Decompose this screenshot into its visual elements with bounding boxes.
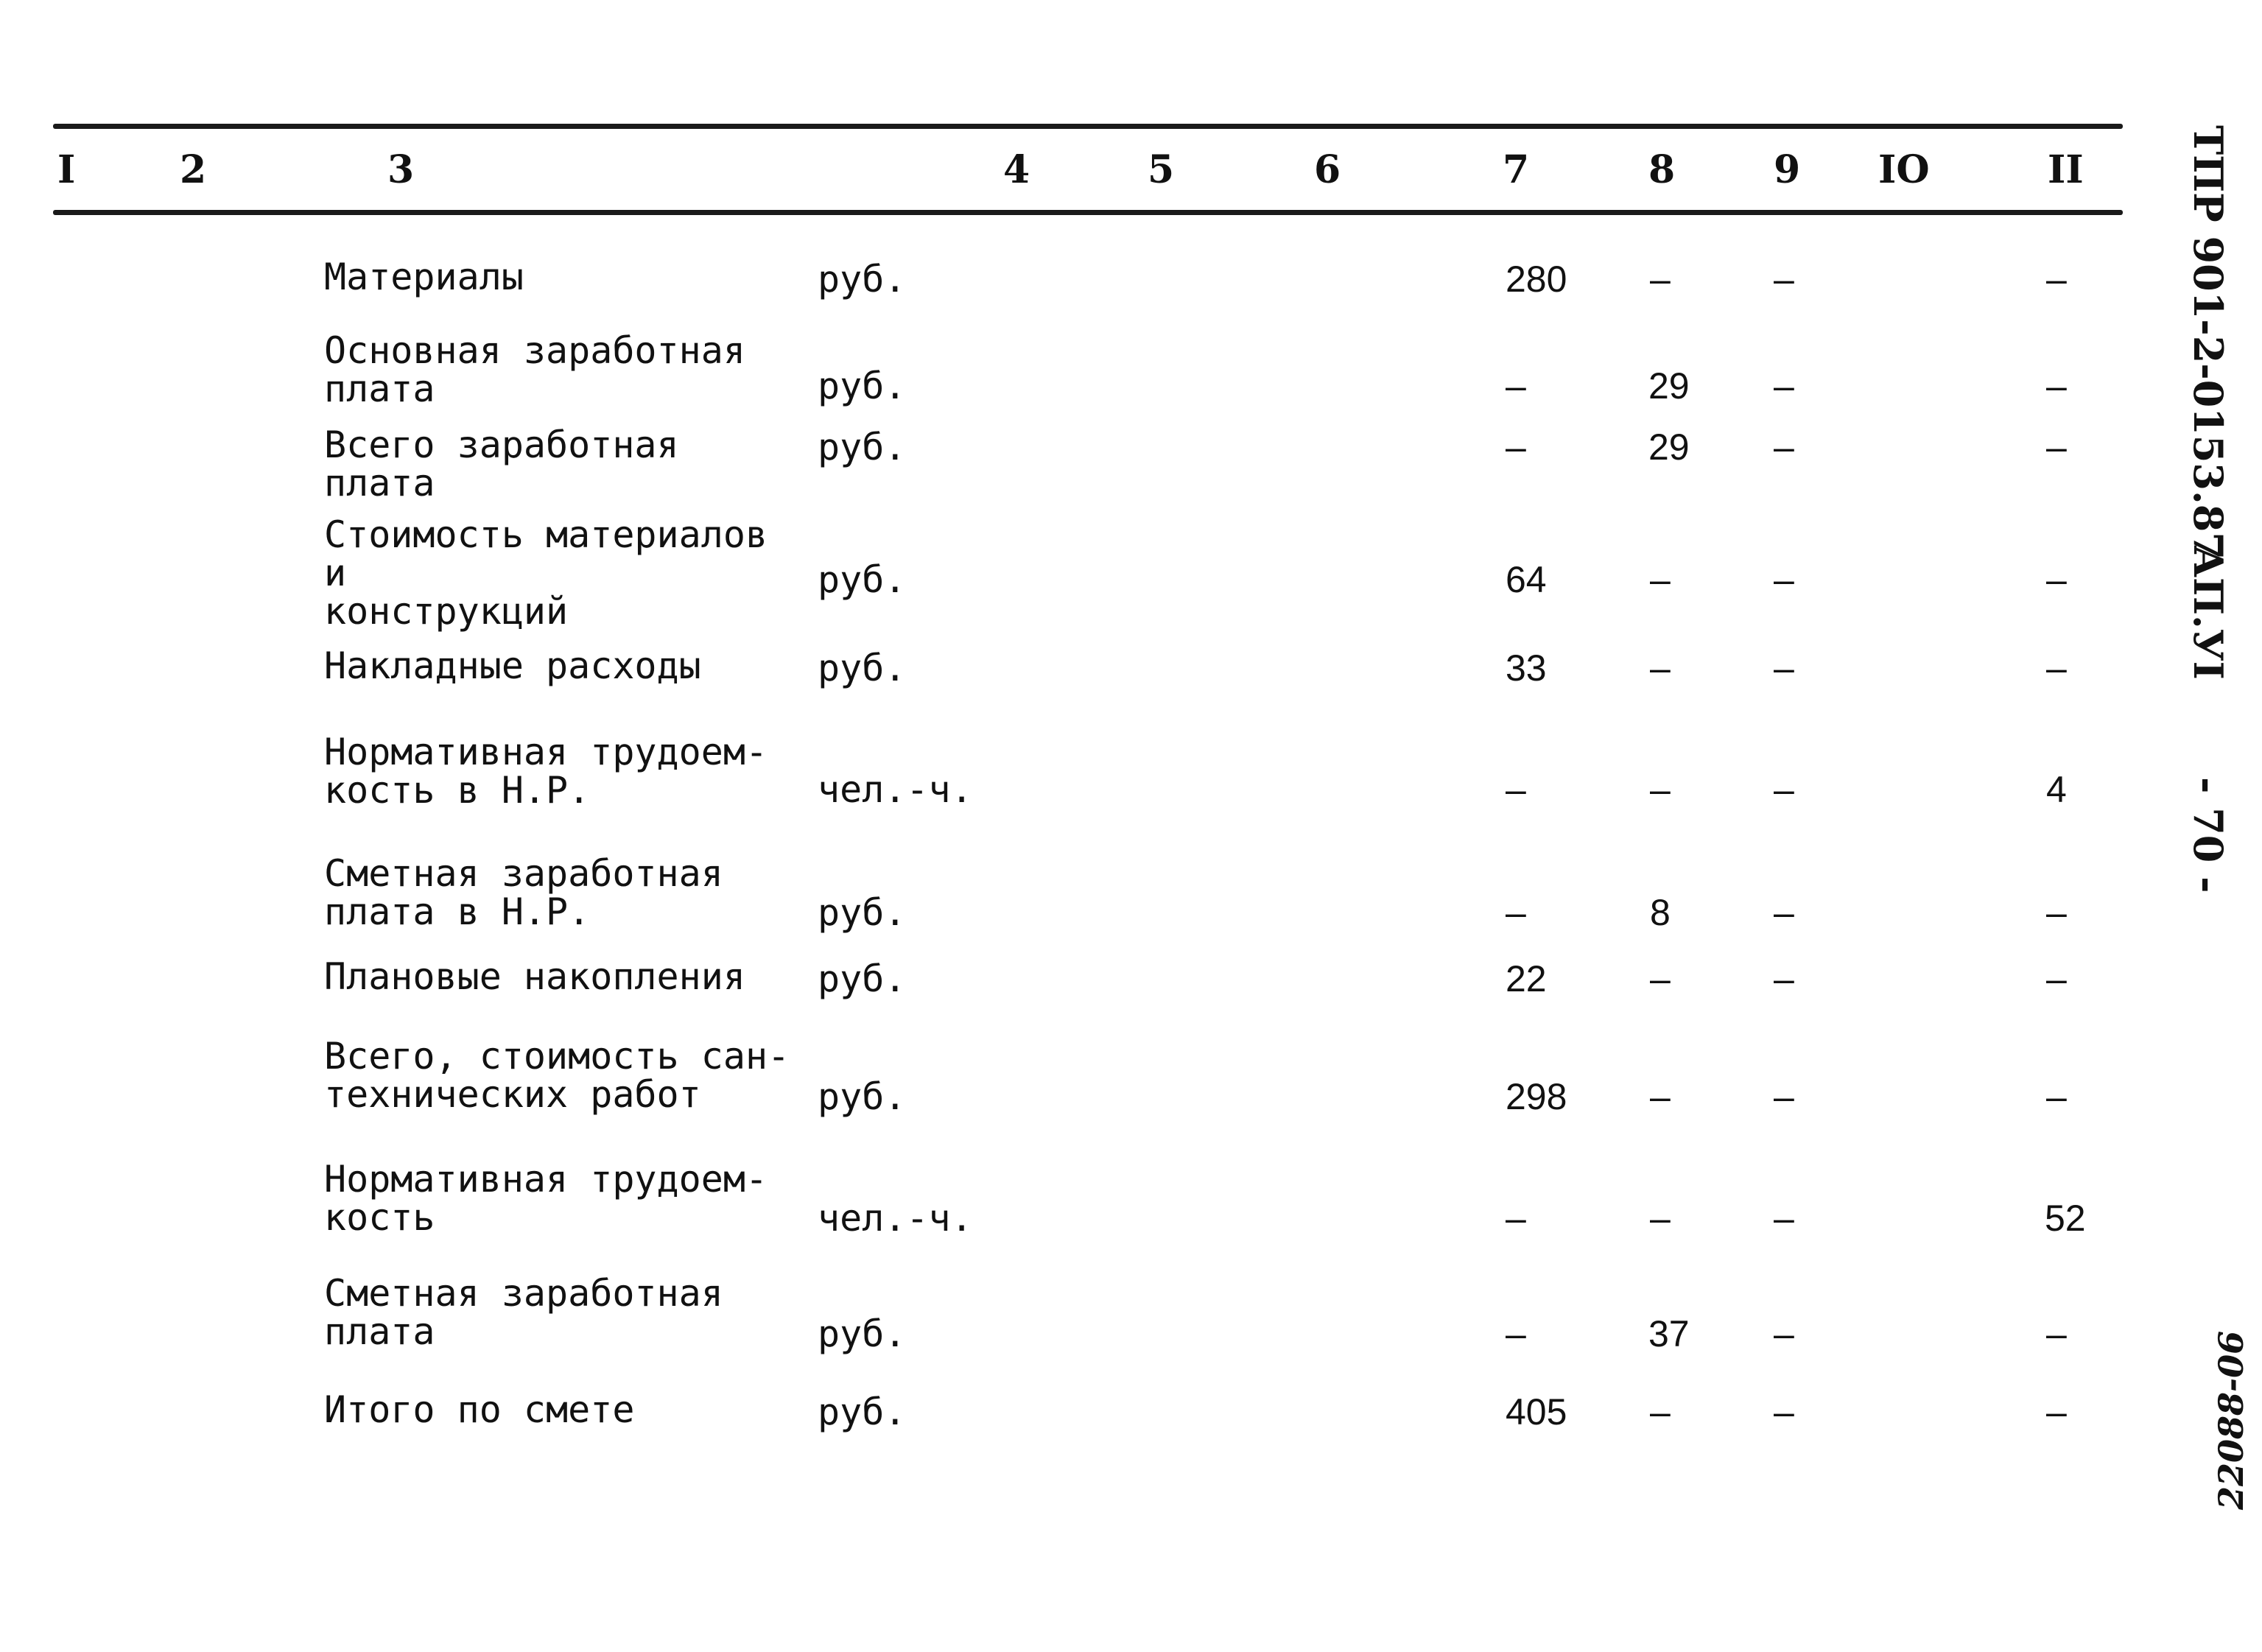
cell-col8: – <box>1650 1198 1671 1239</box>
cell-col8: 8 <box>1650 892 1671 933</box>
cell-col8: – <box>1650 559 1671 600</box>
cell-col7: – <box>1506 1198 1526 1239</box>
cell-col8: – <box>1650 1076 1671 1117</box>
cell-col11: – <box>2046 647 2067 689</box>
col-header-9: 9 <box>1774 147 1801 192</box>
cell-col11: – <box>2046 1313 2067 1354</box>
cell-col9: – <box>1774 426 1794 468</box>
row-unit: руб. <box>818 558 907 601</box>
row-unit: руб. <box>818 365 907 407</box>
top-rule <box>53 124 2123 129</box>
cell-col9: – <box>1774 892 1794 933</box>
album-label: АП.УI <box>2185 545 2232 680</box>
cell-col8: 29 <box>1648 426 1690 468</box>
col-header-1: I <box>57 147 76 192</box>
cell-col9: – <box>1774 365 1794 407</box>
cell-col11: – <box>2046 559 2067 600</box>
inventory-number: 22088-06 <box>2211 1330 2251 1510</box>
cell-col7: – <box>1506 892 1526 933</box>
row-unit: руб. <box>818 1391 907 1433</box>
cell-col9: – <box>1774 647 1794 689</box>
row-description: Основная заработная плата <box>324 329 745 410</box>
cell-col11: 52 <box>2045 1198 2086 1239</box>
cell-col9: – <box>1774 559 1794 600</box>
page-number: - 70 - <box>2185 777 2232 893</box>
row-unit: руб. <box>818 426 907 468</box>
cell-col9: – <box>1774 1391 1794 1433</box>
col-header-3: 3 <box>387 147 415 192</box>
row-unit: руб. <box>818 1075 907 1118</box>
cell-col11: – <box>2046 365 2067 407</box>
cell-col8: – <box>1650 769 1671 810</box>
row-description: Материалы <box>324 256 524 298</box>
row-description: Всего заработная плата <box>324 423 679 505</box>
row-unit: руб. <box>818 1312 907 1355</box>
row-unit: чел.-ч. <box>818 768 973 811</box>
row-description: Нормативная трудоем- кость в Н.Р. <box>324 731 768 812</box>
row-description: Всего, стоимость сан- технических работ <box>324 1035 790 1116</box>
row-description: Нормативная трудоем- кость <box>324 1158 768 1239</box>
cell-col9: – <box>1774 1076 1794 1117</box>
cell-col7: 280 <box>1506 259 1567 300</box>
row-description: Сметная заработная плата в Н.Р. <box>324 852 723 933</box>
header-rule <box>53 210 2123 215</box>
row-unit: руб. <box>818 647 907 689</box>
cell-col11: – <box>2046 426 2067 468</box>
col-header-11: II <box>2048 147 2084 192</box>
cell-col8: – <box>1650 259 1671 300</box>
col-header-10: IO <box>1878 147 1930 192</box>
col-header-5: 5 <box>1148 147 1175 192</box>
cell-col11: – <box>2046 1391 2067 1433</box>
cell-col9: – <box>1774 1313 1794 1354</box>
cell-col11: – <box>2046 958 2067 999</box>
col-header-4: 4 <box>1003 147 1030 192</box>
row-description: Стоимость материалов и конструкций <box>324 513 768 633</box>
cell-col7: 33 <box>1506 647 1547 689</box>
col-header-8: 8 <box>1648 147 1676 192</box>
cell-col11: 4 <box>2046 769 2067 810</box>
row-unit: руб. <box>818 258 907 300</box>
row-description: Плановые накопления <box>324 955 745 998</box>
cell-col9: – <box>1774 1198 1794 1239</box>
cell-col7: – <box>1506 426 1526 468</box>
document-code: ТПР 901-2-0153.87 <box>2185 125 2232 560</box>
cell-col9: – <box>1774 958 1794 999</box>
cell-col11: – <box>2046 892 2067 933</box>
cell-col8: – <box>1650 647 1671 689</box>
cell-col7: – <box>1506 1313 1526 1354</box>
cell-col7: 298 <box>1506 1076 1567 1117</box>
row-description: Накладные расходы <box>324 644 701 687</box>
row-description: Итого по смете <box>324 1388 635 1431</box>
col-header-7: 7 <box>1503 147 1530 192</box>
cell-col7: – <box>1506 365 1526 407</box>
cell-col9: – <box>1774 259 1794 300</box>
cell-col7: 22 <box>1506 958 1547 999</box>
cell-col11: – <box>2046 1076 2067 1117</box>
cell-col8: – <box>1650 1391 1671 1433</box>
cell-col7: 405 <box>1506 1391 1567 1433</box>
col-header-2: 2 <box>180 147 207 192</box>
cell-col7: 64 <box>1506 559 1547 600</box>
cell-col9: – <box>1774 769 1794 810</box>
row-unit: руб. <box>818 957 907 1000</box>
cell-col8: 29 <box>1648 365 1690 407</box>
cell-col7: – <box>1506 769 1526 810</box>
row-unit: чел.-ч. <box>818 1197 973 1240</box>
row-description: Сметная заработная плата <box>324 1272 723 1353</box>
cell-col8: 37 <box>1648 1313 1690 1354</box>
cell-col8: – <box>1650 958 1671 999</box>
row-unit: руб. <box>818 891 907 934</box>
cell-col11: – <box>2046 259 2067 300</box>
col-header-6: 6 <box>1314 147 1341 192</box>
